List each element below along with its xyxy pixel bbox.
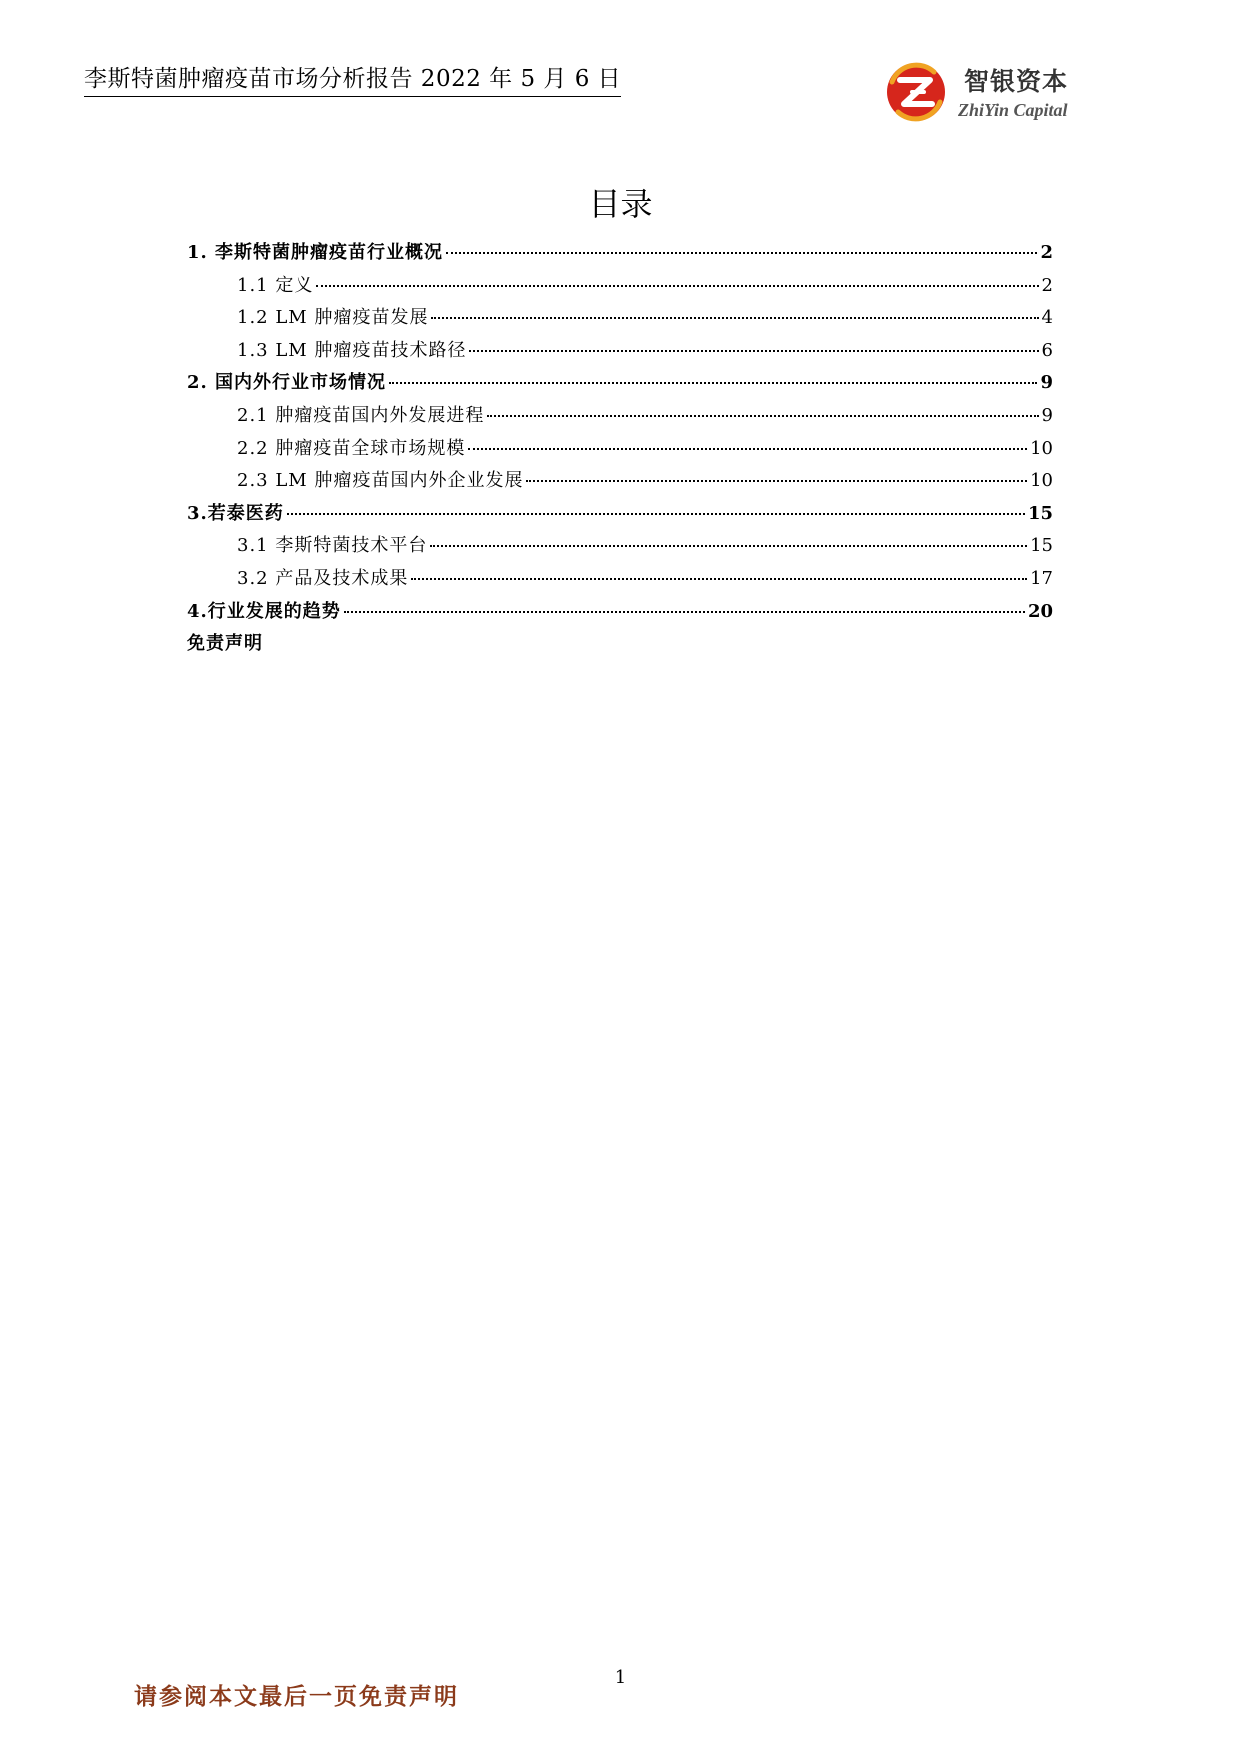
toc-leader-dots xyxy=(468,448,1027,450)
toc-entry-label: 1.3 LM 肿瘤疫苗技术路径 xyxy=(237,339,467,361)
toc-entry-label: 3.若泰医药 xyxy=(187,502,284,524)
toc-leader-dots xyxy=(389,382,1037,384)
toc-entry-label: 1.1 定义 xyxy=(237,274,314,296)
toc-title: 目录 xyxy=(588,185,653,223)
logo-name-cn: 智银资本 xyxy=(964,67,1069,96)
logo-name-en: ZhiYin Capital xyxy=(958,100,1068,120)
report-header-title: 李斯特菌肿瘤疫苗市场分析报告 2022 年 5 月 6 日 xyxy=(84,64,621,97)
toc-entry-page: 6 xyxy=(1041,339,1053,361)
toc-entry-label: 2.1 肿瘤疫苗国内外发展进程 xyxy=(237,404,485,426)
toc-leader-dots xyxy=(446,252,1037,254)
toc-entry-label: 1. 李斯特菌肿瘤疫苗行业概况 xyxy=(187,242,444,263)
toc-leader-dots xyxy=(287,513,1025,515)
toc-entry[interactable] xyxy=(187,531,1053,564)
zhiyin-capital-logo xyxy=(884,60,1084,130)
toc-entry-label: 2.3 LM 肿瘤疫苗国内外企业发展 xyxy=(237,470,524,492)
toc-entry-page: 4 xyxy=(1041,307,1053,329)
toc-entry[interactable] xyxy=(187,629,1053,662)
toc-leader-dots xyxy=(316,285,1038,287)
page-number: 1 xyxy=(614,1667,627,1688)
toc-entry-page: 9 xyxy=(1040,372,1053,394)
toc-leader-dots xyxy=(344,611,1025,613)
toc-entry[interactable] xyxy=(187,466,1053,499)
toc-entry[interactable] xyxy=(187,368,1053,401)
table-of-contents xyxy=(187,238,1053,662)
toc-entry-label: 4.行业发展的趋势 xyxy=(187,600,341,622)
toc-entry[interactable] xyxy=(187,499,1053,532)
toc-entry[interactable] xyxy=(187,271,1053,304)
zhiyin-logo-icon xyxy=(884,60,948,124)
toc-entry-label: 3.2 产品及技术成果 xyxy=(237,567,409,589)
toc-entry[interactable] xyxy=(187,597,1053,630)
footer-disclaimer: 请参阅本文最后一页免责声明 xyxy=(134,1683,459,1710)
toc-leader-dots xyxy=(487,415,1038,417)
toc-leader-dots xyxy=(526,480,1027,482)
toc-entry-page: 10 xyxy=(1030,470,1053,492)
toc-entry-page: 9 xyxy=(1041,404,1053,426)
toc-leader-dots xyxy=(430,545,1027,547)
toc-entry[interactable] xyxy=(187,401,1053,434)
toc-entry-page: 2 xyxy=(1040,242,1053,263)
toc-entry[interactable] xyxy=(187,564,1053,597)
toc-entry-label: 2. 国内外行业市场情况 xyxy=(187,372,387,394)
toc-entry-page: 10 xyxy=(1030,437,1053,459)
toc-entry-page: 17 xyxy=(1030,567,1053,589)
toc-entry[interactable] xyxy=(187,238,1053,271)
toc-leader-dots xyxy=(411,578,1027,580)
toc-entry-page: 2 xyxy=(1041,274,1053,296)
toc-entry-page: 20 xyxy=(1027,600,1053,622)
toc-entry-label: 2.2 肿瘤疫苗全球市场规模 xyxy=(237,437,466,459)
toc-entry[interactable] xyxy=(187,336,1053,369)
toc-leader-dots xyxy=(431,317,1038,319)
toc-entry-label: 免责声明 xyxy=(187,633,263,655)
toc-entry-page: 15 xyxy=(1030,535,1053,557)
toc-entry[interactable] xyxy=(187,303,1053,336)
toc-entry-label: 1.2 LM 肿瘤疫苗发展 xyxy=(237,307,429,329)
toc-entry[interactable] xyxy=(187,434,1053,467)
toc-leader-dots xyxy=(469,350,1038,352)
toc-entry-label: 3.1 李斯特菌技术平台 xyxy=(237,535,428,557)
toc-entry-page: 15 xyxy=(1027,502,1053,524)
